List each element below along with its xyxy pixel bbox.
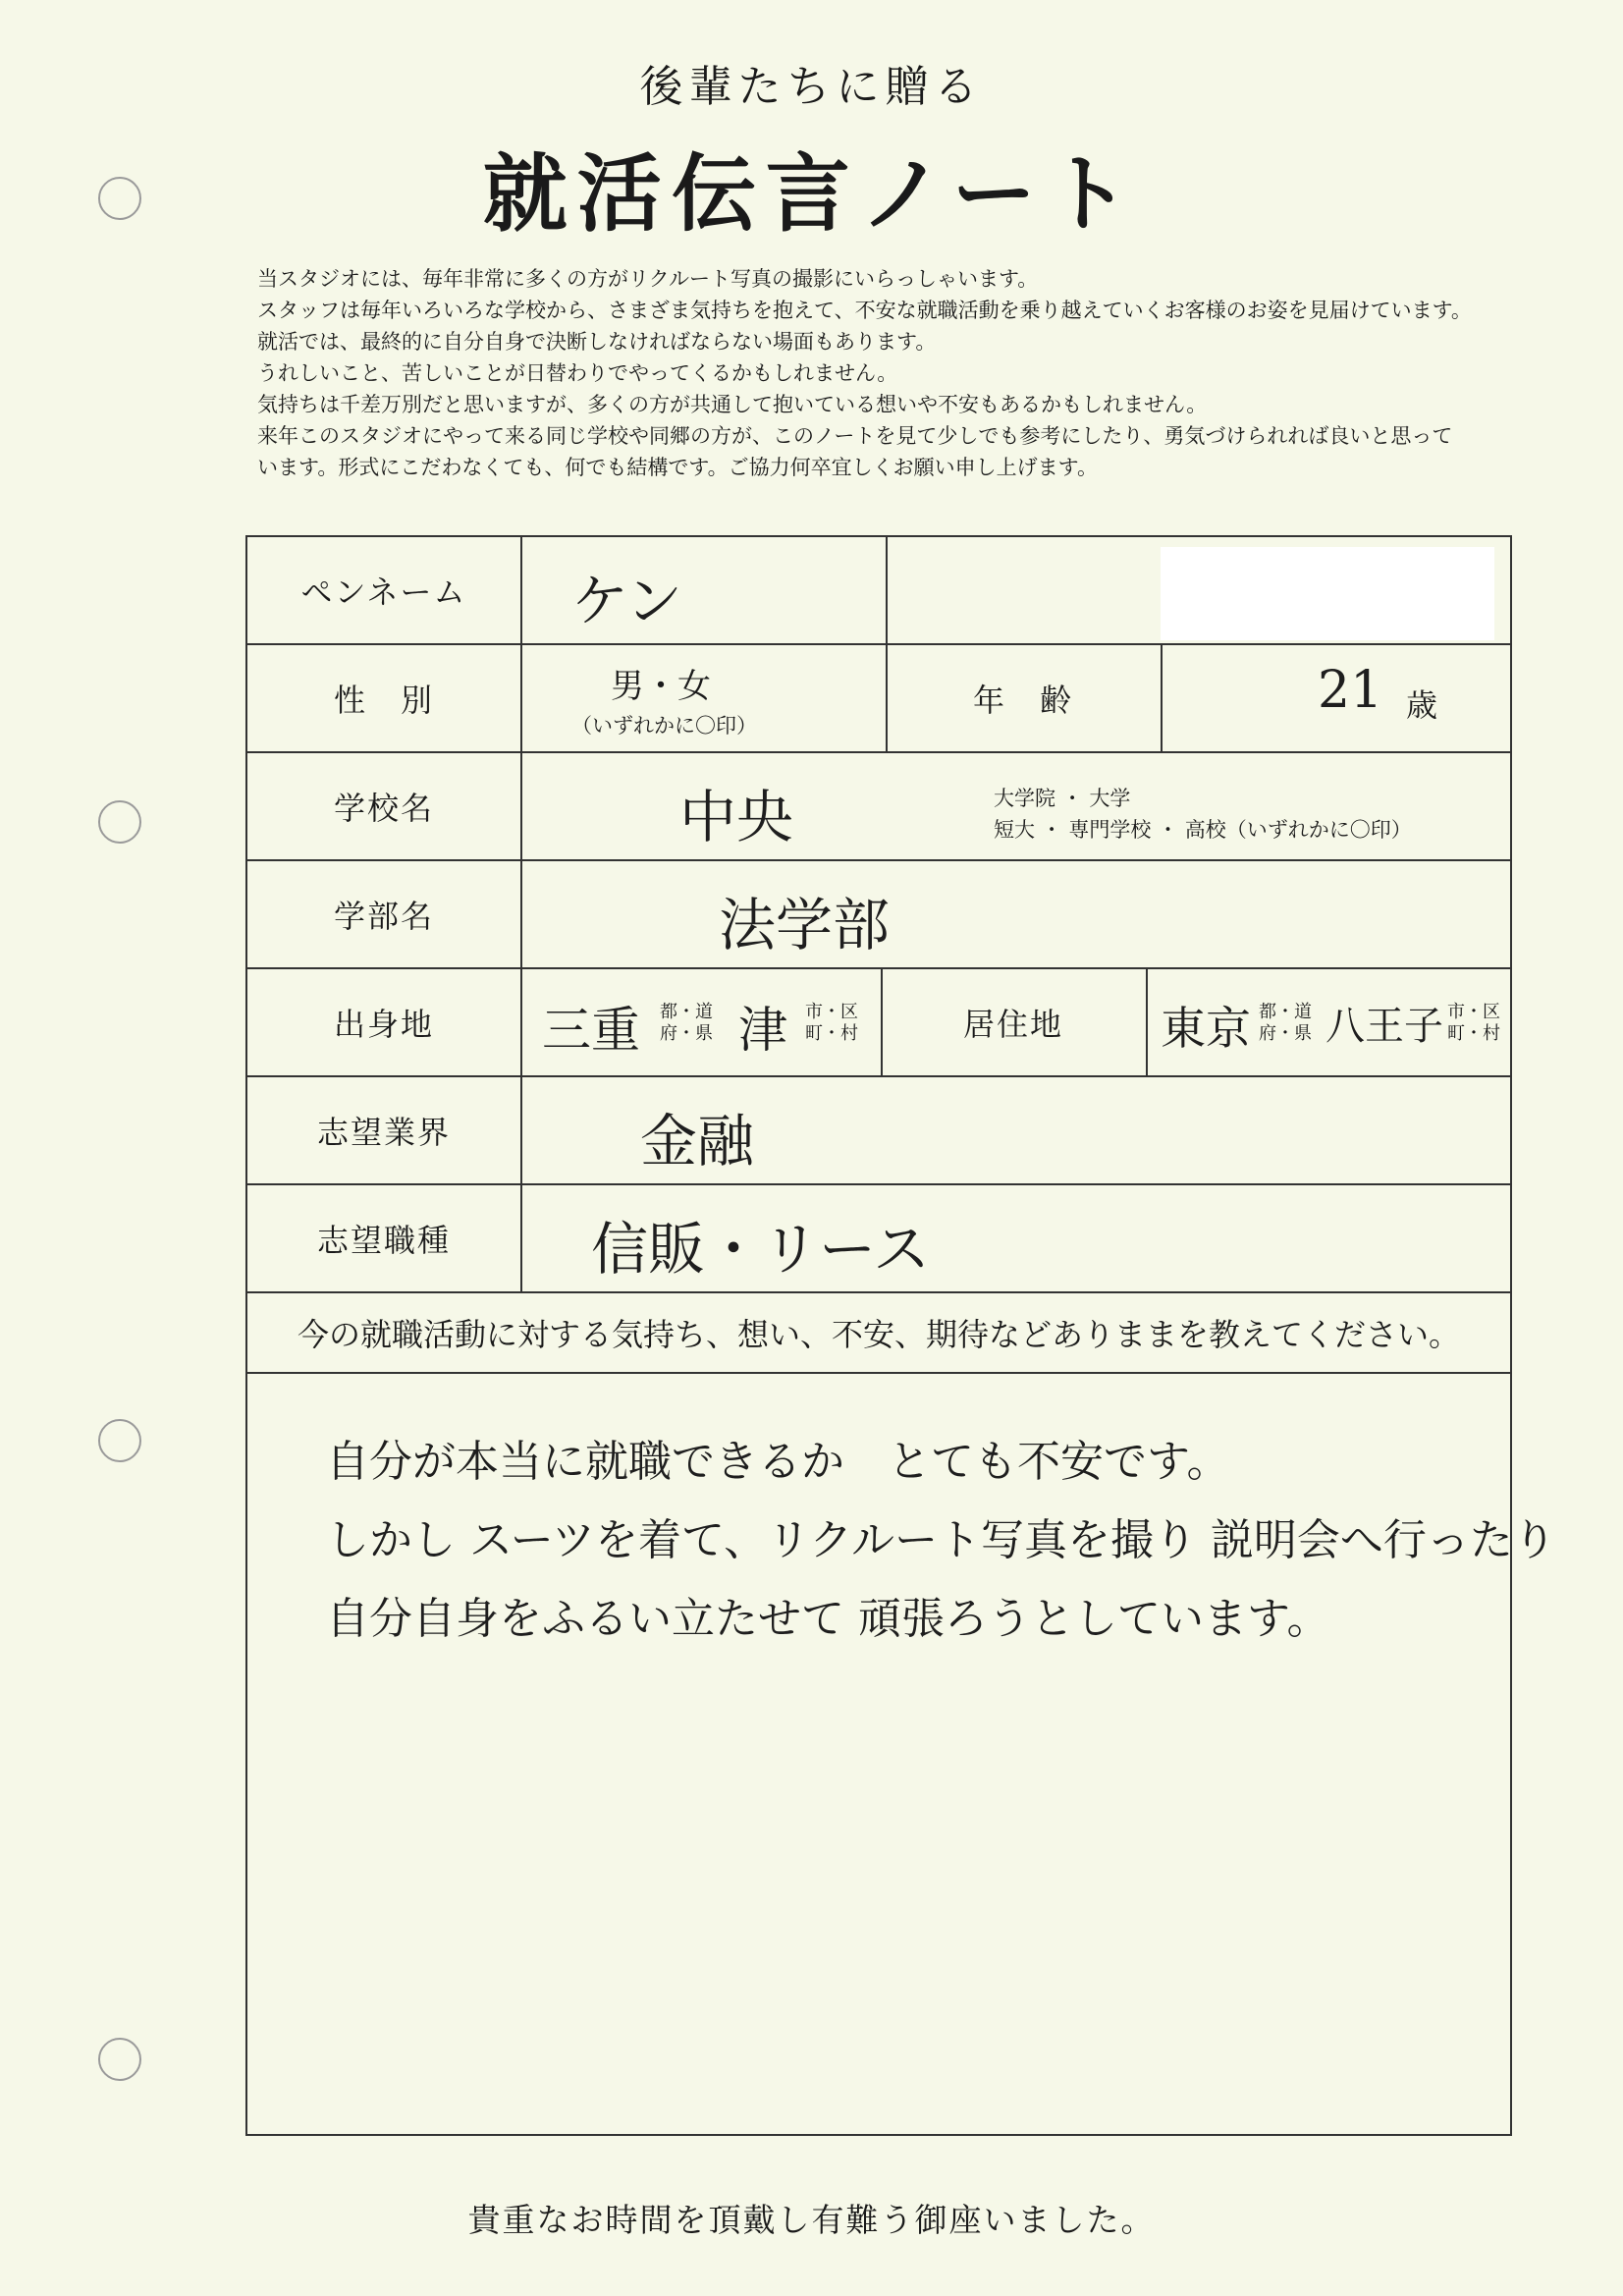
page-subtitle: 後輩たちに贈る bbox=[639, 62, 984, 112]
residence-pref: 東京 bbox=[1161, 1002, 1251, 1055]
punch-hole bbox=[98, 800, 141, 844]
school-label: 学校名 bbox=[247, 753, 522, 859]
hometown-pref: 三重 bbox=[542, 1002, 640, 1059]
row-gender-age bbox=[247, 645, 1510, 753]
intro-text bbox=[257, 263, 1593, 483]
row-faculty bbox=[247, 861, 1510, 969]
divider bbox=[1161, 645, 1163, 751]
comment-section bbox=[247, 1293, 1556, 2134]
residence-city: 八王子 bbox=[1325, 1004, 1443, 1049]
pen-name-label: ペンネーム bbox=[247, 537, 522, 643]
intro-line: 就活では、最終的に自分自身で決断しなければならない場面もあります。 bbox=[257, 330, 937, 354]
comment-question: 今の就職活動に対する気持ち、想い、不安、期待などありままを教えてください。 bbox=[247, 1293, 1510, 1374]
industry-value: 金融 bbox=[640, 1108, 755, 1175]
age-value: 21 bbox=[1318, 661, 1383, 720]
residence-label: 居住地 bbox=[962, 1006, 1063, 1043]
job-value: 信販・リース bbox=[591, 1216, 931, 1283]
hometown-city: 津 bbox=[738, 1002, 787, 1059]
school-value: 中央 bbox=[679, 784, 794, 850]
hometown-city-suffix: 町・村 bbox=[805, 1023, 858, 1044]
residence-pref-suffix: 府・県 bbox=[1259, 1023, 1312, 1044]
redacted-area bbox=[1161, 547, 1494, 640]
intro-line: 当スタジオには、毎年非常に多くの方がリクルート写真の撮影にいらっしゃいます。 bbox=[257, 267, 1039, 291]
residence-city-suffix: 市・区 bbox=[1447, 1002, 1500, 1022]
age-label: 年 齢 bbox=[972, 682, 1073, 719]
pen-name-value: ケン bbox=[571, 568, 683, 634]
page-title: 就活伝言ノート bbox=[482, 145, 1141, 244]
footer-thanks: 貴重なお時間を頂戴し有難う御座いました。 bbox=[467, 2201, 1156, 2239]
comment-answer-line: 自分自身をふるい立たせて 頑張ろうとしています。 bbox=[326, 1594, 1330, 1644]
school-options-line2: 短大 ・ 専門学校 ・ 高校（いずれかに〇印） bbox=[994, 818, 1412, 842]
intro-line: 気持ちは千差万別だと思いますが、多くの方が共通して抱いている想いや不安もあるかもしれません。 bbox=[257, 393, 1208, 416]
comment-answer-line: しかし スーツを着て、リクルート写真を撮り 説明会へ行ったり bbox=[326, 1515, 1556, 1565]
intro-line: スタッフは毎年いろいろな学校から、さまざま気持ちを抱えて、不安な就職活動を乗り越えていくお客様のお姿を見届けています。 bbox=[257, 299, 1472, 322]
hometown-city-suffix: 市・区 bbox=[805, 1002, 858, 1022]
profile-form bbox=[245, 535, 1556, 2136]
gender-note: （いずれかに〇印） bbox=[571, 714, 757, 738]
gender-options: 男・女 bbox=[611, 667, 711, 706]
intro-line: 来年このスタジオにやって来る同じ学校や同郷の方が、このノートを見て少しでも参考にしたり、勇気づけられれば良いと思って bbox=[257, 424, 1453, 448]
job-label: 志望職種 bbox=[247, 1185, 522, 1291]
punch-hole bbox=[98, 2038, 141, 2081]
comment-answer-line: 自分が本当に就職できるか とても不安です。 bbox=[326, 1437, 1230, 1487]
age-unit: 歳 bbox=[1406, 686, 1438, 724]
row-job bbox=[247, 1185, 1510, 1293]
faculty-label: 学部名 bbox=[247, 861, 522, 967]
row-location bbox=[247, 969, 1510, 1077]
divider bbox=[1146, 969, 1148, 1075]
row-school bbox=[247, 753, 1510, 861]
row-pen-name bbox=[247, 537, 1510, 645]
residence-city-suffix: 町・村 bbox=[1447, 1023, 1500, 1044]
intro-line: うれしいこと、苦しいことが日替わりでやってくるかもしれません。 bbox=[257, 361, 898, 385]
punch-hole bbox=[98, 1419, 141, 1462]
faculty-value: 法学部 bbox=[719, 892, 891, 958]
school-options-line1: 大学院 ・ 大学 bbox=[994, 787, 1131, 810]
intro-line: います。形式にこだわなくても、何でも結構です。ご協力何卒宜しくお願い申し上げます。 bbox=[257, 456, 1098, 479]
hometown-label: 出身地 bbox=[247, 969, 522, 1075]
residence-pref-suffix: 都・道 bbox=[1259, 1002, 1312, 1022]
divider bbox=[886, 537, 888, 643]
hometown-pref-suffix: 府・県 bbox=[660, 1023, 713, 1044]
row-industry bbox=[247, 1077, 1510, 1185]
industry-label: 志望業界 bbox=[247, 1077, 522, 1183]
hometown-pref-suffix: 都・道 bbox=[660, 1002, 713, 1022]
gender-label: 性 別 bbox=[247, 645, 522, 751]
